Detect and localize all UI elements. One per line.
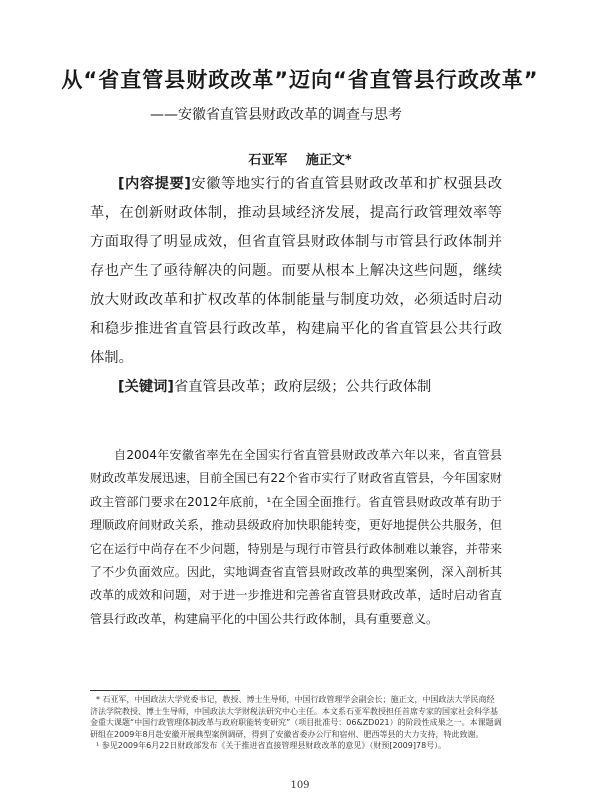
body-text bbox=[90, 444, 502, 631]
page-number: 109 bbox=[290, 780, 310, 791]
body-paragraph: 自2004年安徽省率先在全国实行省直管县财政改革六年以来，省直管县财政改革发展迅速，目前全国已有22个省市实行了财政省直管县，今年国家财政主管部门要求在2012年底前，¹在全国全面推行。省直管县财政改革有助于理顺政府间财政关系，推动县级政府加快职能转变，更好地提供公共服务，但它在运行中尚存在不少问题，特别是与现行市管县行政体制难以兼容，并带来了不少负面效应。因此，实地调查省直管县财政改革的典型案例，深入剖析其改革的成效和问题，对于进一步推进和完善省直管县财政改革，适时启动省直管县行政改革，构建扁平化的中国公共行政体制，具有重要意义。 bbox=[90, 448, 502, 626]
keywords-text: 省直管县改革；政府层级；公共行政体制 bbox=[173, 379, 432, 395]
footnote-divider bbox=[90, 690, 240, 691]
abstract-text: 安徽等地实行的省直管县财政改革和扩权强县改革，在创新财政体制，推动县域经济发展，提高行政管理效率等方面取得了明显成效，但省直管县财政体制与市管县行政体制并存也产生了亟待解决的问题。而要从根本上解决这些问题，继续放大财政改革和扩权改革的体制能量与制度功效，必须适时启动和稳步推进省直管县行政改革，构建扁平化的省直管县公共行政体制。 bbox=[90, 176, 502, 366]
article-title: 从“省直管县财政改革”迈向“省直管县行政改革” bbox=[61, 68, 539, 92]
keywords-paragraph bbox=[90, 373, 502, 402]
footnotes bbox=[90, 694, 502, 752]
abstract-paragraph bbox=[90, 170, 502, 373]
authors: 石亚军 施正文* bbox=[248, 153, 352, 168]
footnote-author: * 石亚军，中国政法大学党委书记，教授、博士生导师，中国行政管理学会副会长；施正文，中国政法大学民商经济法学院教授、博士生导师，中国政法大学财税法研究中心主任。本文系石亚军教授担任首席专家的国家社会科学基金重大课题“中国行政管理体制改革与政府职能转变研究”（项目批准号：06&ZD021）的阶段性成果之一。本课题调研组在2009年8月赴安徽开展典型案例调研，得到了安徽省委办公厅和宿州、肥西等县的大力支持，特此致谢。 bbox=[90, 695, 502, 739]
abstract-section bbox=[90, 170, 502, 402]
article-subtitle: ——安徽省直管县财政改革的调查与思考 bbox=[150, 107, 402, 123]
footnote-1: ¹ 参见2009年6月22日财政部发布《关于推进省直接管理县财政改革的意见》（财预[2009]78号）。 bbox=[96, 741, 447, 751]
keywords-label: [关键词] bbox=[118, 379, 174, 395]
abstract-label: [内容提要] bbox=[118, 176, 191, 192]
